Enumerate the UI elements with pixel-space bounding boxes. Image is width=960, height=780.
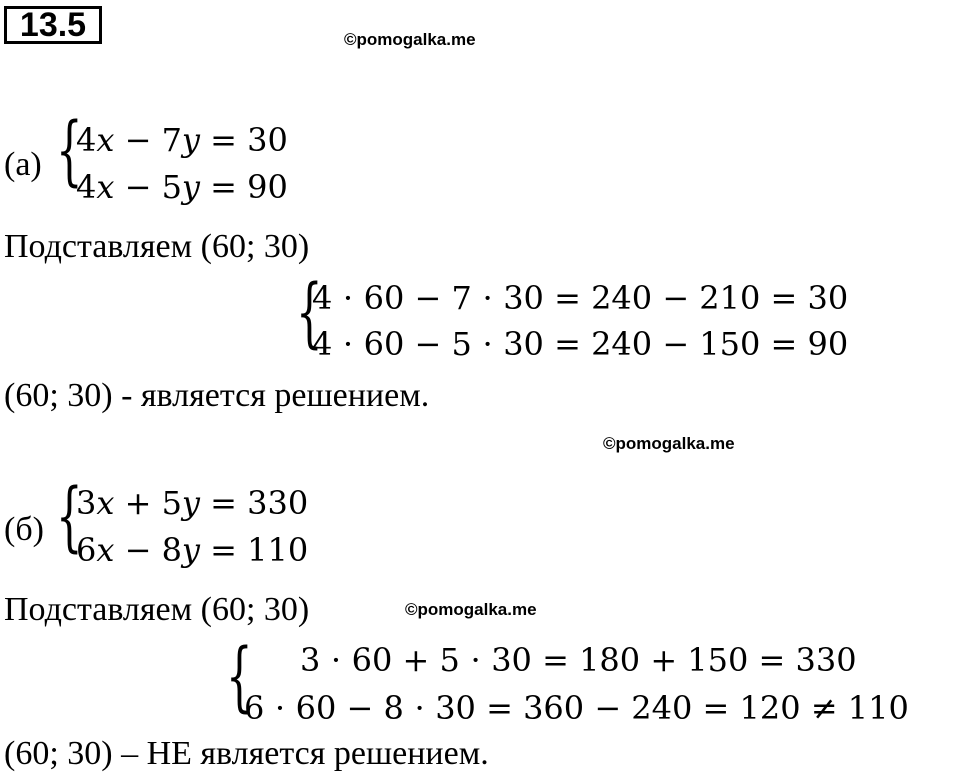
part-a-check-2: 4 ⋅ 60 − 5 ⋅ 30 = 240 − 150 = 90 [312,325,849,363]
problem-number: 13.5 [4,6,102,44]
part-a-system-brace: { [56,105,83,194]
part-b-equation-2: 6𝑥 − 8𝑦 = 110 [76,531,309,569]
part-a-label: (а) [4,146,42,183]
part-b-label: (б) [4,511,44,548]
part-a-conclusion: (60; 30) - является решением. [4,377,430,414]
watermark-middle: ©pomogalka.me [603,434,735,453]
part-a-equation-2: 4𝑥 − 5𝑦 = 90 [76,168,288,206]
part-b-equation-1: 3𝑥 + 5𝑦 = 330 [76,484,309,522]
part-b-check-brace: { [226,631,253,720]
part-b-system-brace: { [56,471,83,560]
part-b-substitute-text: Подставляем (60; 30) [4,591,310,628]
part-a-check-1: 4 ⋅ 60 − 7 ⋅ 30 = 240 − 210 = 30 [312,279,849,317]
part-a-check-brace: { [296,267,323,356]
part-b-check-2: 6 ⋅ 60 − 8 ⋅ 30 = 360 − 240 = 120 ≠ 110 [244,689,909,727]
watermark-top: ©pomogalka.me [344,30,476,49]
part-b-check-1: 3 ⋅ 60 + 5 ⋅ 30 = 180 + 150 = 330 [300,641,857,679]
part-b-conclusion: (60; 30) – НЕ является решением. [4,735,489,772]
part-a-substitute-text: Подставляем (60; 30) [4,228,310,265]
part-a-equation-1: 4𝑥 − 7𝑦 = 30 [76,121,288,159]
watermark-bottom: ©pomogalka.me [405,600,537,619]
